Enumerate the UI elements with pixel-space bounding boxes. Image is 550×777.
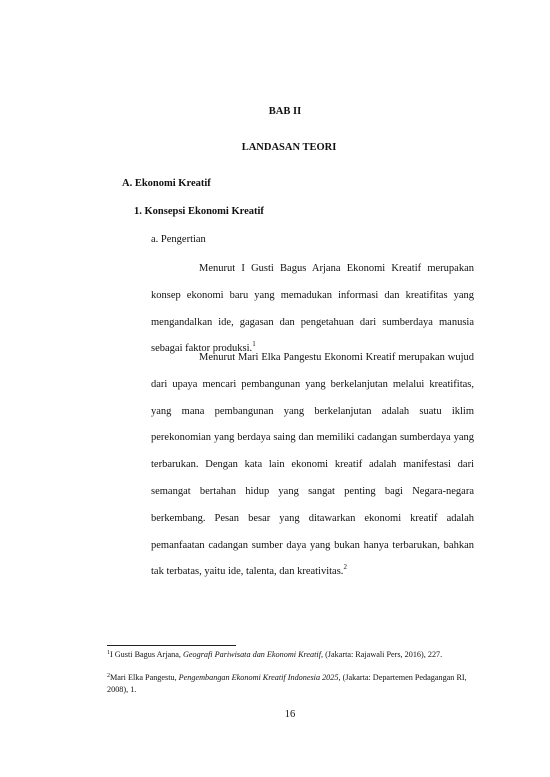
- footnote-2: [107, 672, 475, 695]
- footnote-2-number: 2: [107, 673, 110, 679]
- footnote-1: [107, 649, 475, 661]
- chapter-title: LANDASAN TEORI: [241, 142, 337, 153]
- paragraph-2: [151, 345, 474, 586]
- footnote-ref-2: 2: [343, 563, 347, 572]
- section-heading-a: A. Ekonomi Kreatif: [122, 178, 211, 189]
- footnote-2-publication: , (Jakarta: Departemen Pedagangan RI, 2008), 1.: [107, 673, 467, 694]
- footnote-2-author: Mari Elka Pangestu,: [110, 673, 179, 682]
- subsection-heading-a: a. Pengertian: [151, 234, 206, 245]
- footnote-1-author: I Gusti Bagus Arjana,: [110, 650, 183, 659]
- footnote-1-title: Geografi Pariwisata dan Ekonomi Kreatif: [183, 650, 321, 659]
- subsection-heading-1: 1. Konsepsi Ekonomi Kreatif: [134, 206, 264, 217]
- footnote-2-title: Pengembangan Ekonomi Kreatif Indonesia 2025: [178, 673, 339, 682]
- footnote-1-number: 1: [107, 650, 110, 656]
- paragraph-1-text: Menurut I Gusti Bagus Arjana Ekonomi Kreatif merupakan konsep ekonomi baru yang memadukan informasi dan kreatifitas yang mengandalkan ide, gagasan dan pengetahuan dari sumberdaya manusia sebagai faktor produksi.: [151, 263, 474, 355]
- paragraph-2-text: Menurut Mari Elka Pangestu Ekonomi Kreatif merupakan wujud dari upaya mencari pembangunan yang berkelanjutan melalui kreatifitas, yang mana pembangunan yang berkelanjutan adalah suatu iklim perekonomian yang berdaya saing dan memiliki cadangan sumberdaya yang terbarukan. Dengan kata lain ekonomi kreatif adalah manifestasi dari semangat bertahan hidup yang sangat penting bagi Negara-negara berkembang. Pesan besar yang ditawarkan ekonomi kreatif adalah pemanfaatan cadangan sumber daya yang bukan hanya terbarukan, bahkan tak terbatas, yaitu ide, talenta, dan kreativitas.: [151, 352, 474, 578]
- footnote-divider: [107, 645, 236, 646]
- footnote-ref-1: 1: [252, 340, 256, 349]
- chapter-heading: BAB II: [268, 106, 302, 117]
- page-number: 16: [284, 709, 296, 720]
- footnote-1-publication: , (Jakarta: Rajawali Pers, 2016), 227.: [320, 650, 443, 659]
